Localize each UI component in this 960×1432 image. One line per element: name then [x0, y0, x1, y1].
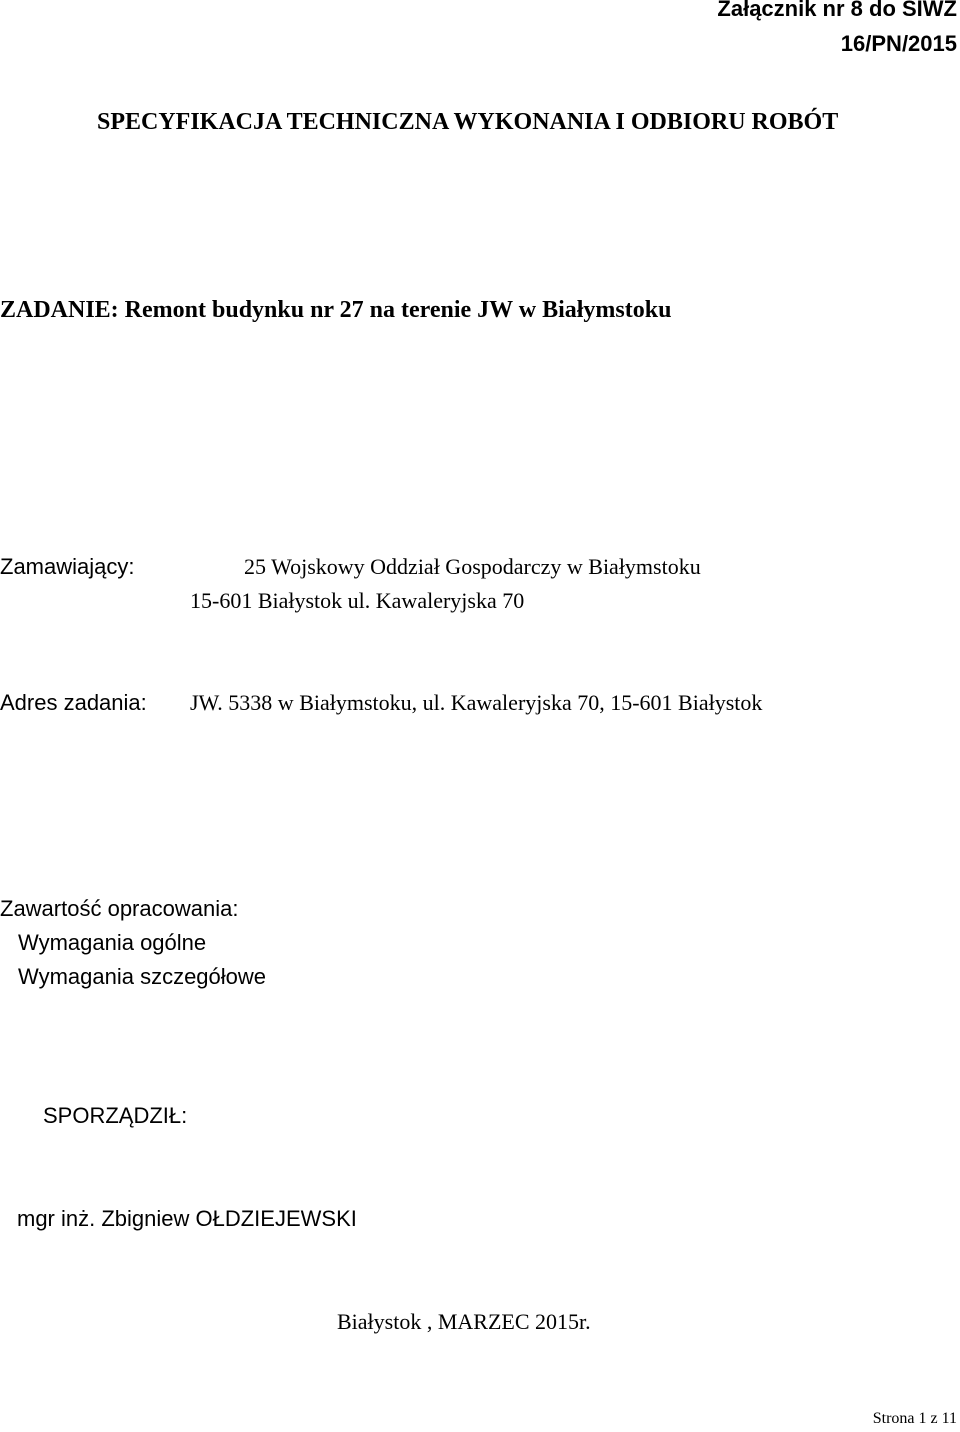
- contents-heading: Zawartość opracowania:: [0, 896, 239, 921]
- annex-reference: 16/PN/2015: [840, 31, 957, 56]
- client-address: 15-601 Białystok ul. Kawaleryjska 70: [190, 588, 525, 613]
- contents-item: Wymagania szczegółowe: [18, 964, 267, 989]
- prepared-by-label: SPORZĄDZIŁ:: [43, 1103, 188, 1128]
- site-address: JW. 5338 w Białymstoku, ul. Kawaleryjska 70, 15-601 Białystok: [190, 690, 763, 715]
- page-number: Strona 1 z 11: [872, 1410, 957, 1427]
- client-label: Zamawiający:: [0, 554, 135, 579]
- contents-item: Wymagania ogólne: [18, 930, 207, 955]
- site-label: Adres zadania:: [0, 690, 147, 715]
- annex-label: Załącznik nr 8 do SIWZ: [717, 0, 957, 21]
- client-name: 25 Wojskowy Oddział Gospodarczy w Białymstoku: [244, 554, 701, 579]
- document-title: SPECYFIKACJA TECHNICZNA WYKONANIA I ODBIORU ROBÓT: [97, 109, 839, 135]
- task-description: ZADANIE: Remont budynku nr 27 na terenie JW w Białymstoku: [0, 297, 672, 323]
- place-and-date: Białystok , MARZEC 2015r.: [337, 1309, 591, 1334]
- author-name: mgr inż. Zbigniew OŁDZIEJEWSKI: [17, 1206, 357, 1231]
